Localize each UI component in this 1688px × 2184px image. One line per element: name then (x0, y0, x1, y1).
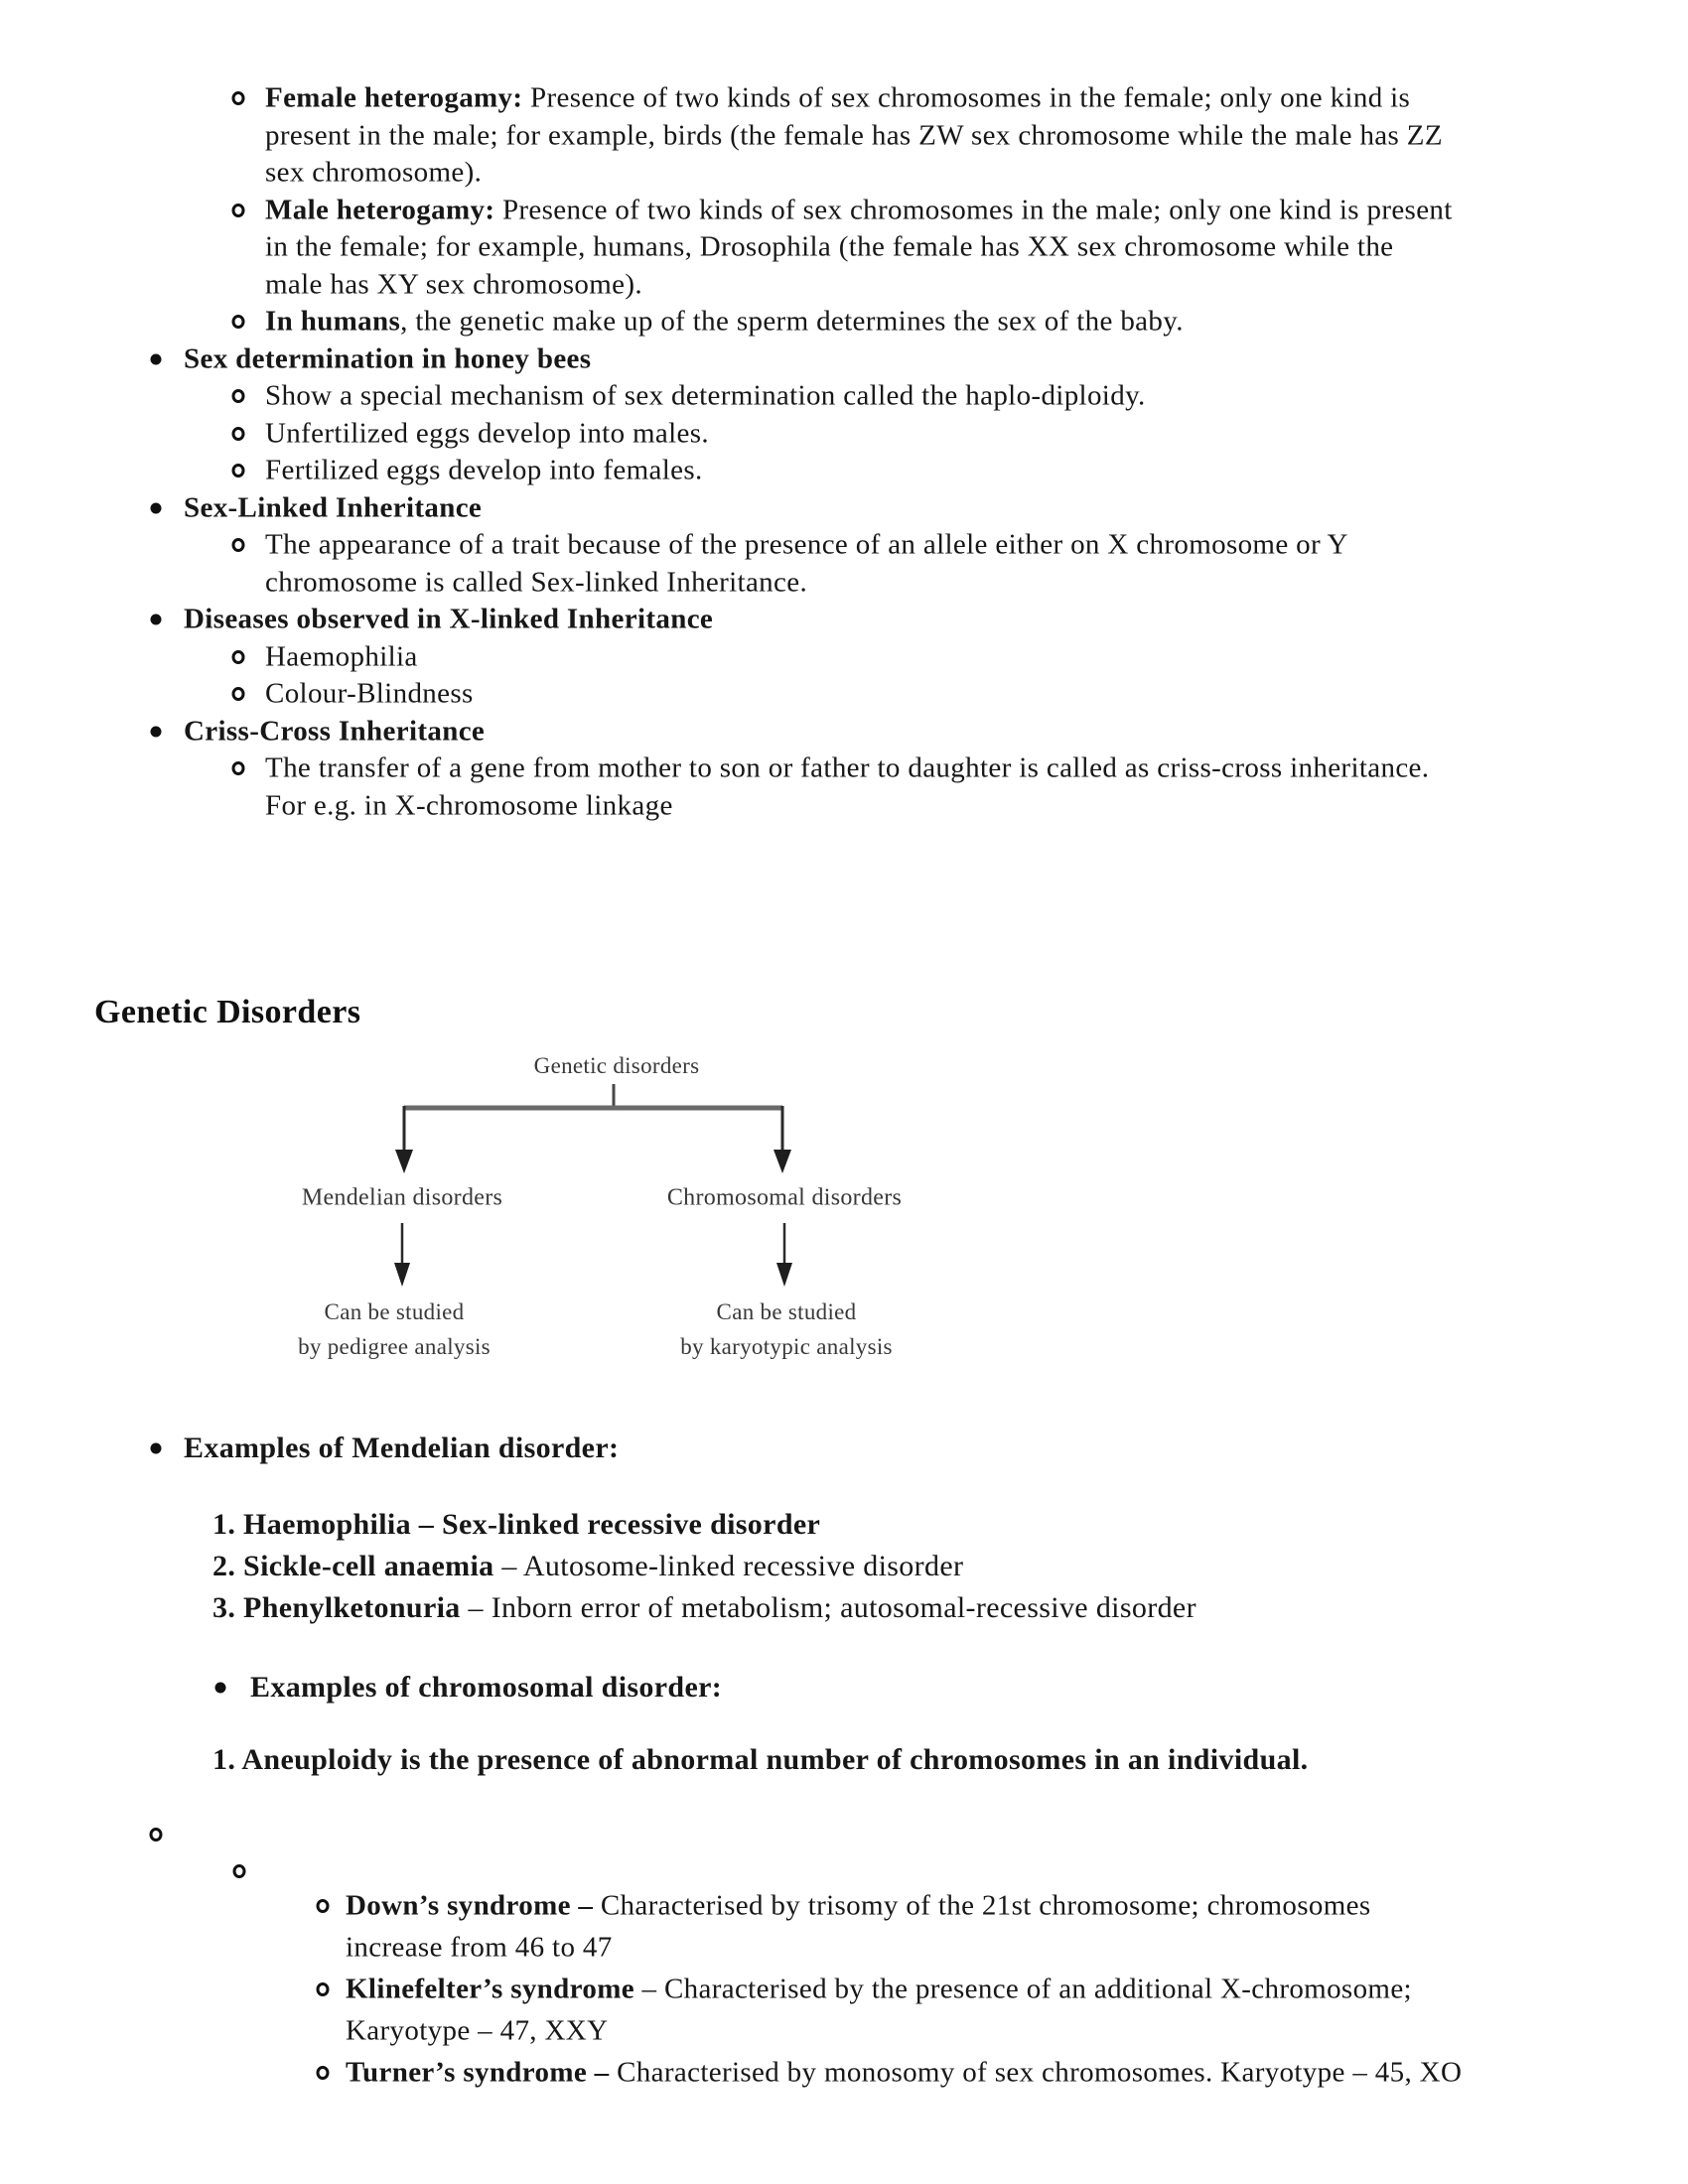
text-line: increase from 46 to 47 (346, 1931, 613, 1964)
text-line: In humans, the genetic make up of the sperm determines the sex of the baby. (265, 305, 1184, 338)
text-line: 1. Haemophilia – Sex-linked recessive disorder (212, 1508, 821, 1541)
text-line: Examples of Mendelian disorder: (184, 1432, 620, 1464)
flowchart-root-label: Genetic disorders (533, 1053, 700, 1078)
text-line: Show a special mechanism of sex determination called the haplo-diploidy. (265, 379, 1146, 412)
text-line: The appearance of a trait because of the presence of an allele either on X chromosome or Y (265, 528, 1348, 561)
left-branch-arrowhead-icon (395, 1150, 413, 1173)
text-line: 2. Sickle-cell anaemia – Autosome-linked recessive disorder (212, 1550, 964, 1582)
flowchart-right-leaf-line1: Can be studied (716, 1299, 857, 1324)
text-line: Unfertilized eggs develop into males. (265, 417, 710, 449)
text-line: The transfer of a gene from mother to son or father to daughter is called as criss-cross inheritance. (265, 751, 1430, 784)
text-line: Male heterogamy: Presence of two kinds of sex chromosomes in the male; only one kind is present (265, 194, 1453, 225)
text-line: Criss-Cross Inheritance (184, 715, 486, 747)
flowchart-left-node-label: Mendelian disorders (301, 1184, 503, 1211)
flowchart-left-leaf-line2: by pedigree analysis (298, 1334, 491, 1359)
flowchart-right-node-label: Chromosomal disorders (666, 1184, 903, 1211)
flowchart-right-leaf-line2: by karyotypic analysis (680, 1334, 893, 1359)
text-line: Fertilized eggs develop into females. (265, 454, 703, 486)
text-line: Sex determination in honey bees (184, 342, 592, 374)
text-line: Karyotype – 47, XXY (346, 2014, 609, 2047)
text-line: Turner’s syndrome – Characterised by monosomy of sex chromosomes. Karyotype – 45, XO (346, 2056, 1463, 2089)
text-line: Haemophilia (265, 640, 418, 672)
text-line: in the female; for example, humans, Drosophila (the female has XX sex chromosome while the (265, 230, 1394, 263)
text-line: Sex-Linked Inheritance (184, 491, 483, 523)
flowchart-left-leaf-line1: Can be studied (324, 1299, 465, 1324)
text-line: Down’s syndrome – Characterised by trisomy of the 21st chromosome; chromosomes (346, 1889, 1371, 1922)
text-line: Colour-Blindness (265, 677, 474, 710)
right-leaf-arrowhead-icon (776, 1263, 792, 1287)
text-line: Klinefelter’s syndrome – Characterised by the presence of an additional X-chromosome; (346, 1973, 1412, 2005)
section-title-genetic-disorders: Genetic Disorders (94, 994, 361, 1030)
text-line: Examples of chromosomal disorder: (250, 1671, 723, 1704)
text-line: 3. Phenylketonuria – Inborn error of metabolism; autosomal-recessive disorder (212, 1591, 1196, 1624)
text-line: chromosome is called Sex-linked Inheritance. (265, 566, 808, 598)
text-line: For e.g. in X-chromosome linkage (265, 789, 673, 821)
text-line: male has XY sex chromosome). (265, 268, 642, 300)
text-line: sex chromosome). (265, 156, 483, 189)
right-branch-arrowhead-icon (774, 1150, 791, 1173)
text-line: 1. Aneuploidy is the presence of abnormal number of chromosomes in an individual. (212, 1743, 1309, 1776)
text-line: Female heterogamy: Presence of two kinds of sex chromosomes in the female; only one kind is (265, 81, 1411, 114)
left-leaf-arrowhead-icon (394, 1263, 410, 1287)
text-line: present in the male; for example, birds (the female has ZW sex chromosome while the male has ZZ (265, 119, 1443, 151)
text-line: Diseases observed in X-linked Inheritance (184, 603, 714, 635)
